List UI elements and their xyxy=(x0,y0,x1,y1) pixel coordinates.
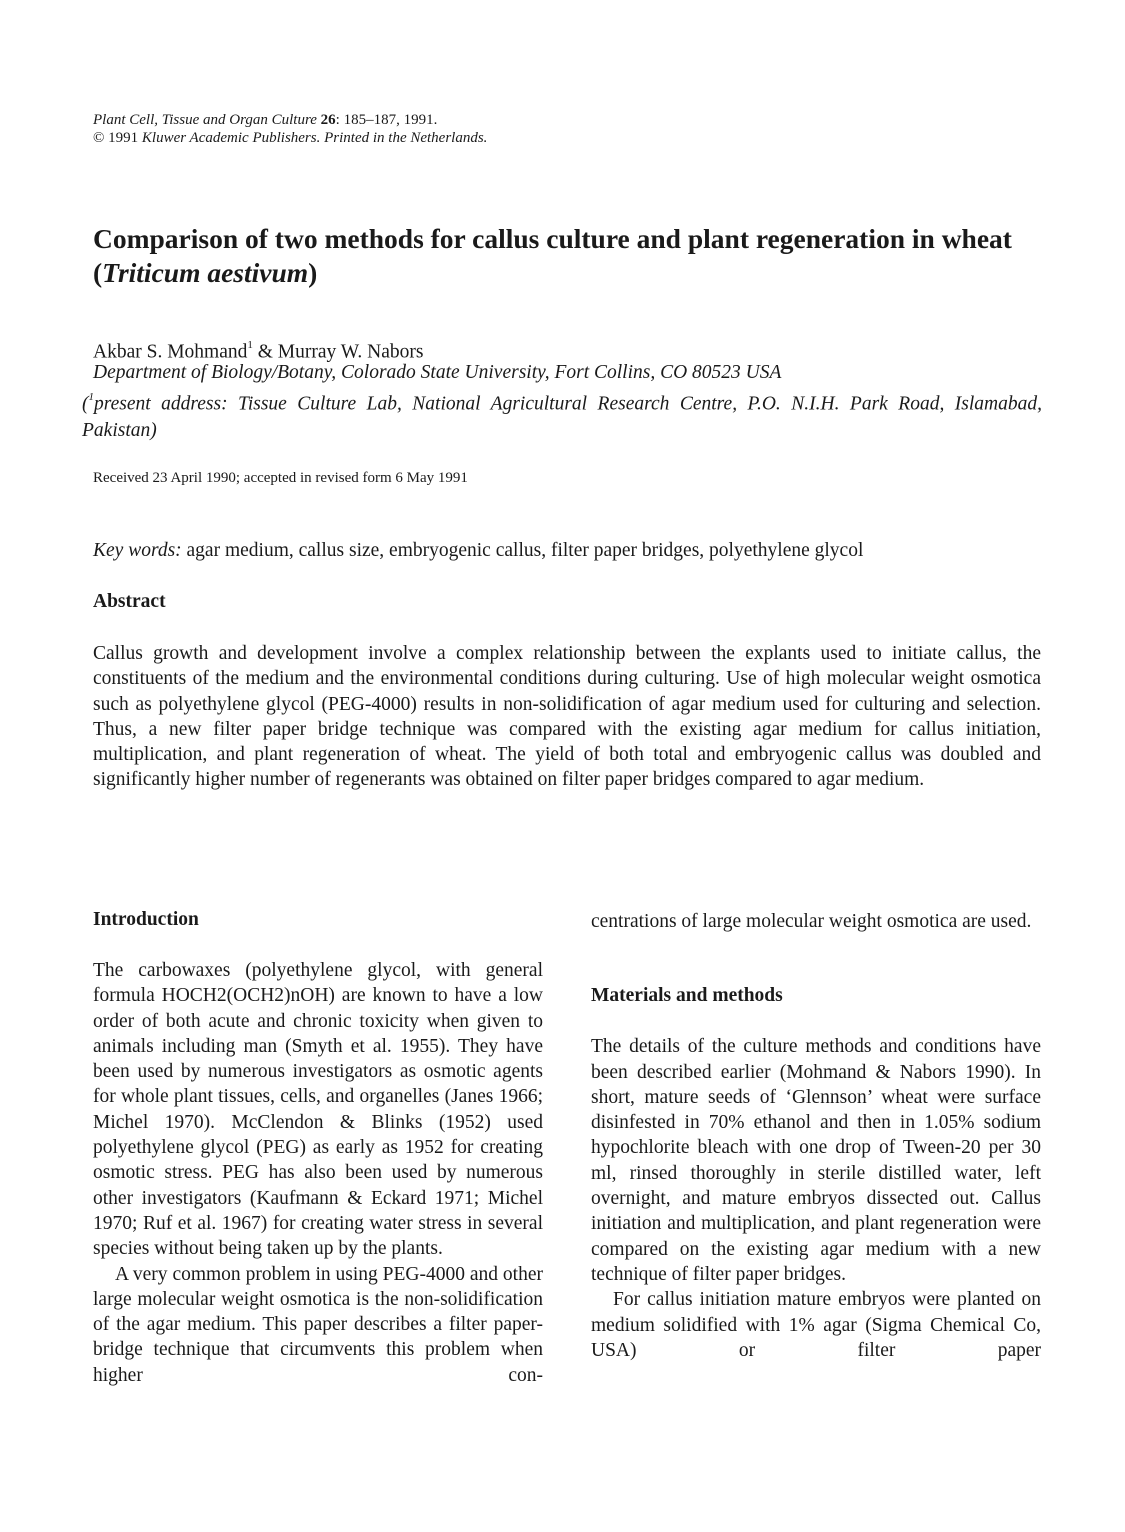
author-list: Akbar S. Mohmand$^1$ & Murray W. Nabors xyxy=(93,339,424,363)
copyright-year: 1991 xyxy=(108,130,139,146)
introduction-paragraph-1: The carbowaxes (polyethylene glycol, with general formula HOCH2(OCH2)nOH) are known to have a low order of both acute and chronic toxicity when given to animals including man (Smyth et al. 1955). They have been used by numerous investigators as osmotic agents for whole plant tissues, cells, and organelles (Janes 1966; Michel 1970). McClendon & Blinks (1952) used polyethylene glycol (PEG) as early as 1952 for creating osmotic stress. PEG has also been used by numerous other investigators (Kaufmann & Eckard 1971; Michel 1970; Ruf et al. 1967) for creating water stress in several species without being taken up by the plants. xyxy=(93,960,543,1260)
introduction-heading: Introduction xyxy=(93,909,199,930)
paper-title: Comparison of two methods for callus culture and plant regeneration in wheat (Triticum aestivum) xyxy=(93,223,1012,288)
keywords-label: Key words: xyxy=(93,540,182,561)
copyright-symbol: © xyxy=(93,130,105,146)
affiliation: Department of Biology/Botany, Colorado State University, Fort Collins, CO 80523 USA xyxy=(93,362,782,383)
keywords xyxy=(93,538,863,564)
left-column xyxy=(93,908,543,1388)
journal-name: Plant Cell, Tissue and Organ Culture xyxy=(93,112,317,128)
journal-volume: 26 xyxy=(320,112,336,128)
publisher-line: Kluwer Academic Publishers. Printed in the Netherlands. xyxy=(141,130,488,146)
methods-heading: Materials and methods xyxy=(591,985,783,1007)
title-species: Triticum aestivum xyxy=(102,257,309,288)
author-1: Akbar S. Mohmand xyxy=(93,341,248,363)
introduction-paragraph-2: A very common problem in using PEG-4000 and other large molecular weight osmotica is the non-solidification of the agar medium. This paper describes a filter paper-bridge technique that circumvents this problem when higher con- xyxy=(93,1263,543,1386)
journal-pages: : 185–187, 1991. xyxy=(335,112,438,128)
abstract-text: Callus growth and development involve a complex relationship between the explants used to initiate callus, the constituents of the medium and the environmental conditions during culturing. Use of high molecular weight osmotica such as polyethylene glycol (PEG-4000) results in non-solidification of agar medium used for culturing and selection. Thus, a new filter paper bridge technique was compared with the existing agar medium for callus initiation, multiplication, and plant regeneration of wheat. The yield of both total and embryogenic callus was doubled and significantly higher number of regenerants was obtained on filter paper bridges compared to agar medium. xyxy=(93,643,1041,791)
received-dates: Received 23 April 1990; accepted in revised form 6 May 1991 xyxy=(93,470,468,486)
journal-line-1 xyxy=(93,111,487,129)
author-1-affiliation-mark: 1 xyxy=(247,339,253,351)
present-address: ($^1$present address: Tissue Culture Lab, National Agricultural Research Centre, P.O. N.I.H. Park Road, Islamabad, Pakistan) xyxy=(82,391,1042,441)
introduction-paragraph-2-continued: centrations of large molecular weight osmotica are used. xyxy=(591,911,1032,932)
abstract-heading: Abstract xyxy=(93,591,166,612)
methods-paragraph-2: For callus initiation mature embryos were planted on medium solidified with 1% agar (Sigma Chemical Co, USA) or filter paper xyxy=(591,1289,1041,1361)
keywords-text: agar medium, callus size, embryogenic callus, filter paper bridges, polyethylene glycol xyxy=(186,540,864,561)
present-address-text: present address: Tissue Culture Lab, National Agricultural Research Centre, P.O. N.I.H. Park Road, Islamabad, Pakistan xyxy=(82,393,1042,441)
right-column xyxy=(591,909,1041,1363)
journal-line-2 xyxy=(93,129,487,147)
methods-paragraph-1: The details of the culture methods and conditions have been described earlier (Mohmand & Nabors 1990). In short, mature seeds of ‘Glennson’ wheat were surface disinfested in 70% ethanol and then in 1.05% sodium hypochlorite bleach with one drop of Tween-20 per 30 ml, rinsed thoroughly in sterile distilled water, left overnight, and mature embryos dissected out. Callus initiation and multiplication, and plant regeneration were compared on the existing agar medium with a new technique of filter paper bridges. xyxy=(591,1036,1041,1285)
title-main: Comparison of two methods for callus culture and plant regeneration in wheat xyxy=(93,223,1012,254)
journal-citation xyxy=(93,111,487,147)
author-2: Murray W. Nabors xyxy=(277,341,424,363)
present-address-mark: 1 xyxy=(88,391,94,403)
